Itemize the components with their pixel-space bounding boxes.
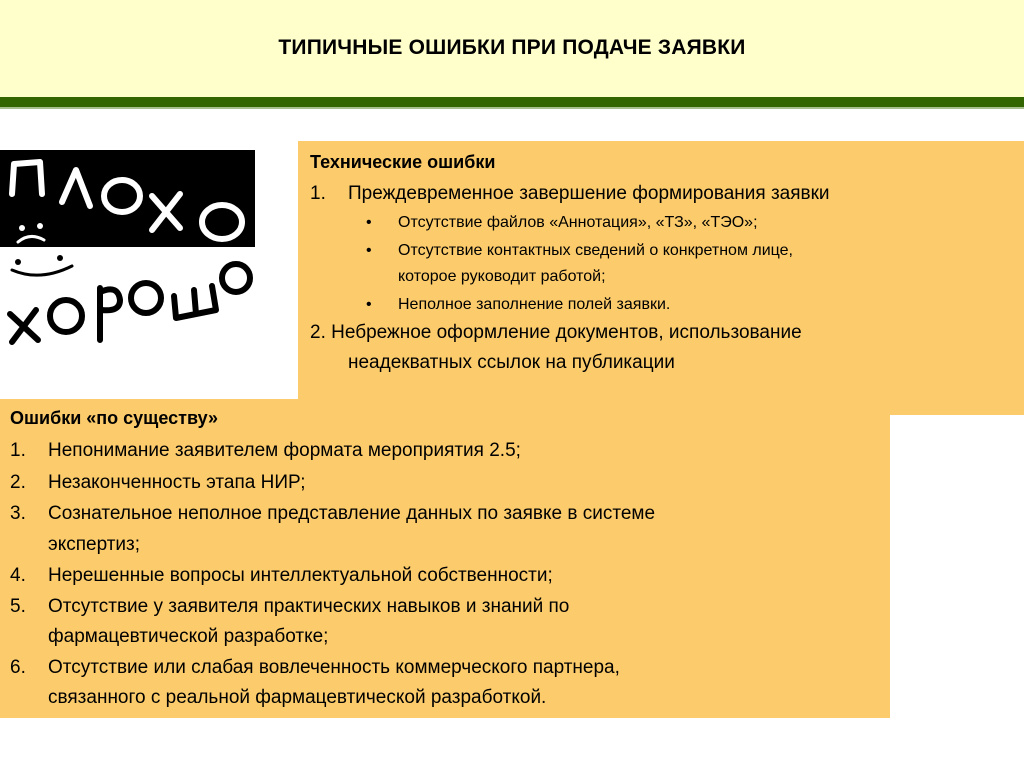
list-number: 4. (10, 565, 26, 586)
bullet-icon: • (366, 296, 372, 313)
technical-errors-heading: Технические ошибки (310, 152, 496, 172)
list-item: Отсутствие или слабая вовлеченность коммерческого партнера, (48, 657, 620, 678)
bullet-item: Неполное заполнение полей заявки. (398, 296, 671, 313)
list-number: 1. (310, 183, 326, 204)
list-item-continuation: экспертиз; (48, 534, 141, 555)
bullet-icon: • (366, 214, 372, 231)
bullet-item: Отсутствие контактных сведений о конкретном лице, (398, 242, 793, 259)
header-divider-shadow (0, 107, 1024, 109)
list-item: Непонимание заявителем формата мероприятия 2.5; (48, 440, 521, 461)
list-item-continuation: фармацевтической разработке; (48, 626, 329, 647)
good-handwriting-image (0, 248, 260, 348)
bullet-icon: • (366, 242, 372, 259)
list-item-continuation: связанного с реальной фармацевтической разработкой. (48, 687, 547, 708)
list-number: 5. (10, 596, 26, 617)
list-item: Отсутствие у заявителя практических навыков и знаний по (48, 596, 570, 617)
list-item: 2. Небрежное оформление документов, использование (310, 322, 802, 343)
list-item-continuation: неадекватных ссылок на публикации (348, 352, 675, 373)
list-number: 1. (10, 440, 26, 461)
list-number: 6. (10, 657, 26, 678)
bullet-item-continuation: которое руководит работой; (398, 268, 606, 285)
list-number: 2. (10, 472, 26, 493)
header-divider (0, 97, 1024, 107)
list-item: Сознательное неполное представление данных по заявке в системе (48, 503, 656, 524)
essence-errors-heading: Ошибки «по существу» (10, 408, 219, 428)
bullet-item: Отсутствие файлов «Аннотация», «ТЗ», «ТЭО»; (398, 214, 758, 231)
bad-handwriting-image (0, 150, 255, 247)
list-item: Незаконченность этапа НИР; (48, 472, 306, 493)
list-item: Нерешенные вопросы интеллектуальной собственности; (48, 565, 553, 586)
list-item: Преждевременное завершение формирования заявки (348, 183, 830, 204)
list-number: 3. (10, 503, 26, 524)
page-title: ТИПИЧНЫЕ ОШИБКИ ПРИ ПОДАЧЕ ЗАЯВКИ (278, 36, 746, 59)
